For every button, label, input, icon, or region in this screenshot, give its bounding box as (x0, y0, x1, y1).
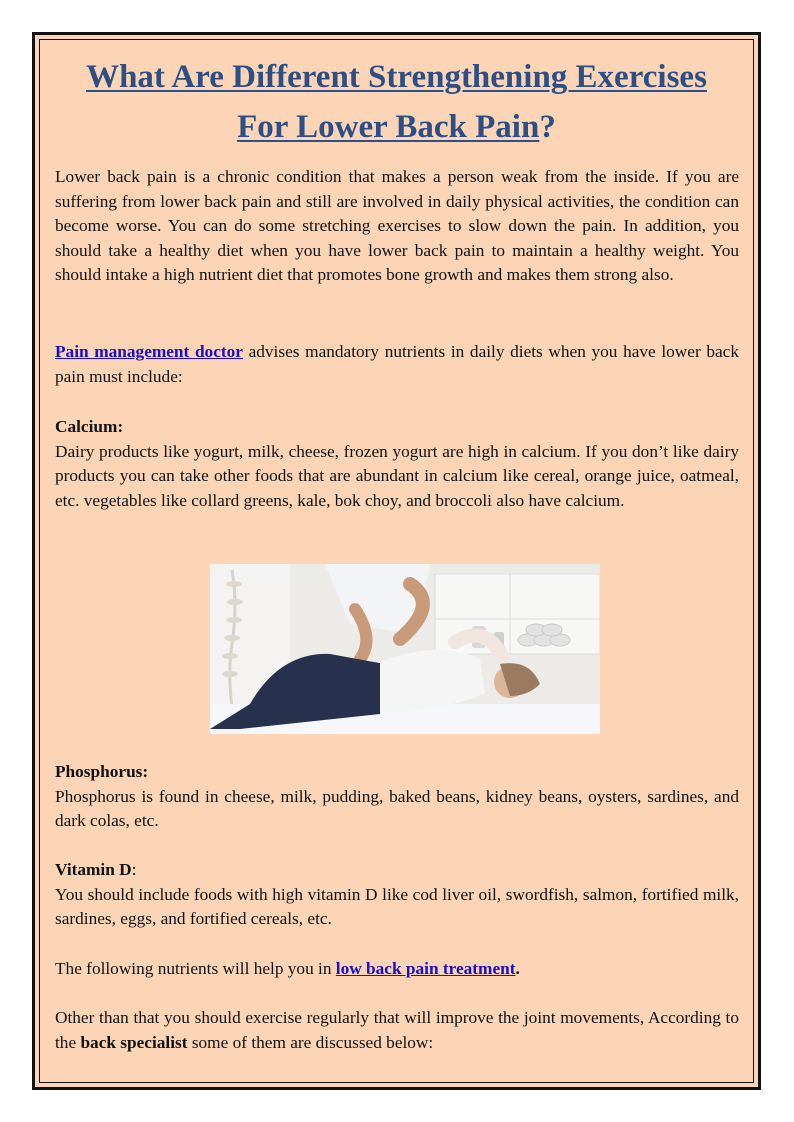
calcium-heading: Calcium: (55, 417, 124, 436)
vitamin-d-heading-line (55, 858, 739, 883)
page-title (40, 52, 753, 152)
physiotherapy-illustration (210, 564, 600, 734)
nutrients-intro-paragraph (55, 340, 739, 389)
exercise-paragraph (55, 1006, 739, 1055)
physiotherapy-photo (210, 564, 600, 734)
page-border (32, 32, 761, 1090)
calcium-text: Dairy products like yogurt, milk, cheese, frozen yogurt are high in calcium. If you don’t like dairy products you can take other foods that are abundant in calcium like cereal, orange juice, oatmeal, etc. vegetables like collard greens, kale, bok choy, and broccoli also have calcium. (55, 441, 739, 510)
inner-border (39, 39, 754, 1083)
vitamin-d-text: You should include foods with high vitamin D like cod liver oil, swordfish, salmon, fortified milk, sardines, eggs, and fortified cereals, etc. (55, 884, 739, 928)
pain-management-doctor-link[interactable]: Pain management doctor (55, 342, 243, 361)
phosphorus-section (55, 760, 739, 834)
nutrients-intro-text: advises mandatory nutrients in daily diets when you have lower back pain must include: (55, 342, 739, 386)
treatment-text-before: The following nutrients will help you in (55, 959, 336, 978)
phosphorus-heading: Phosphorus: (55, 762, 149, 781)
phosphorus-text: Phosphorus is found in cheese, milk, pudding, baked beans, kidney beans, oysters, sardines, and dark colas, etc. (55, 786, 739, 830)
low-back-pain-treatment-link[interactable]: low back pain treatment (335, 959, 516, 978)
back-specialist-text: back specialist (80, 1032, 188, 1052)
treatment-text-after: . (515, 959, 520, 978)
vitamin-d-colon: : (131, 860, 137, 879)
title-line-2: For Lower Back Pain (237, 109, 540, 145)
treatment-paragraph (55, 957, 739, 982)
exercise-text-before: Other than that you should exercise regularly that will improve the joint movements, According to the (55, 1008, 739, 1052)
title-line-1: What Are Different Strengthening Exercises (86, 59, 707, 95)
exercise-text-after: some of them are discussed below: (187, 1032, 434, 1052)
intro-paragraph: Lower back pain is a chronic condition that makes a person weak from the inside. If you are suffering from lower back pain and still are involved in daily physical activities, the condition can become worse. You can do some stretching exercises to slow down the pain. In addition, you should take a healthy diet when you have lower back pain to maintain a healthy weight. You should intake a high nutrient diet that promotes bone growth and makes them strong also. (55, 167, 739, 284)
vitamin-d-heading: Vitamin D (55, 860, 132, 879)
calcium-section (55, 415, 739, 513)
vitamin-d-section (55, 858, 739, 932)
title-question-mark: ? (539, 109, 556, 145)
